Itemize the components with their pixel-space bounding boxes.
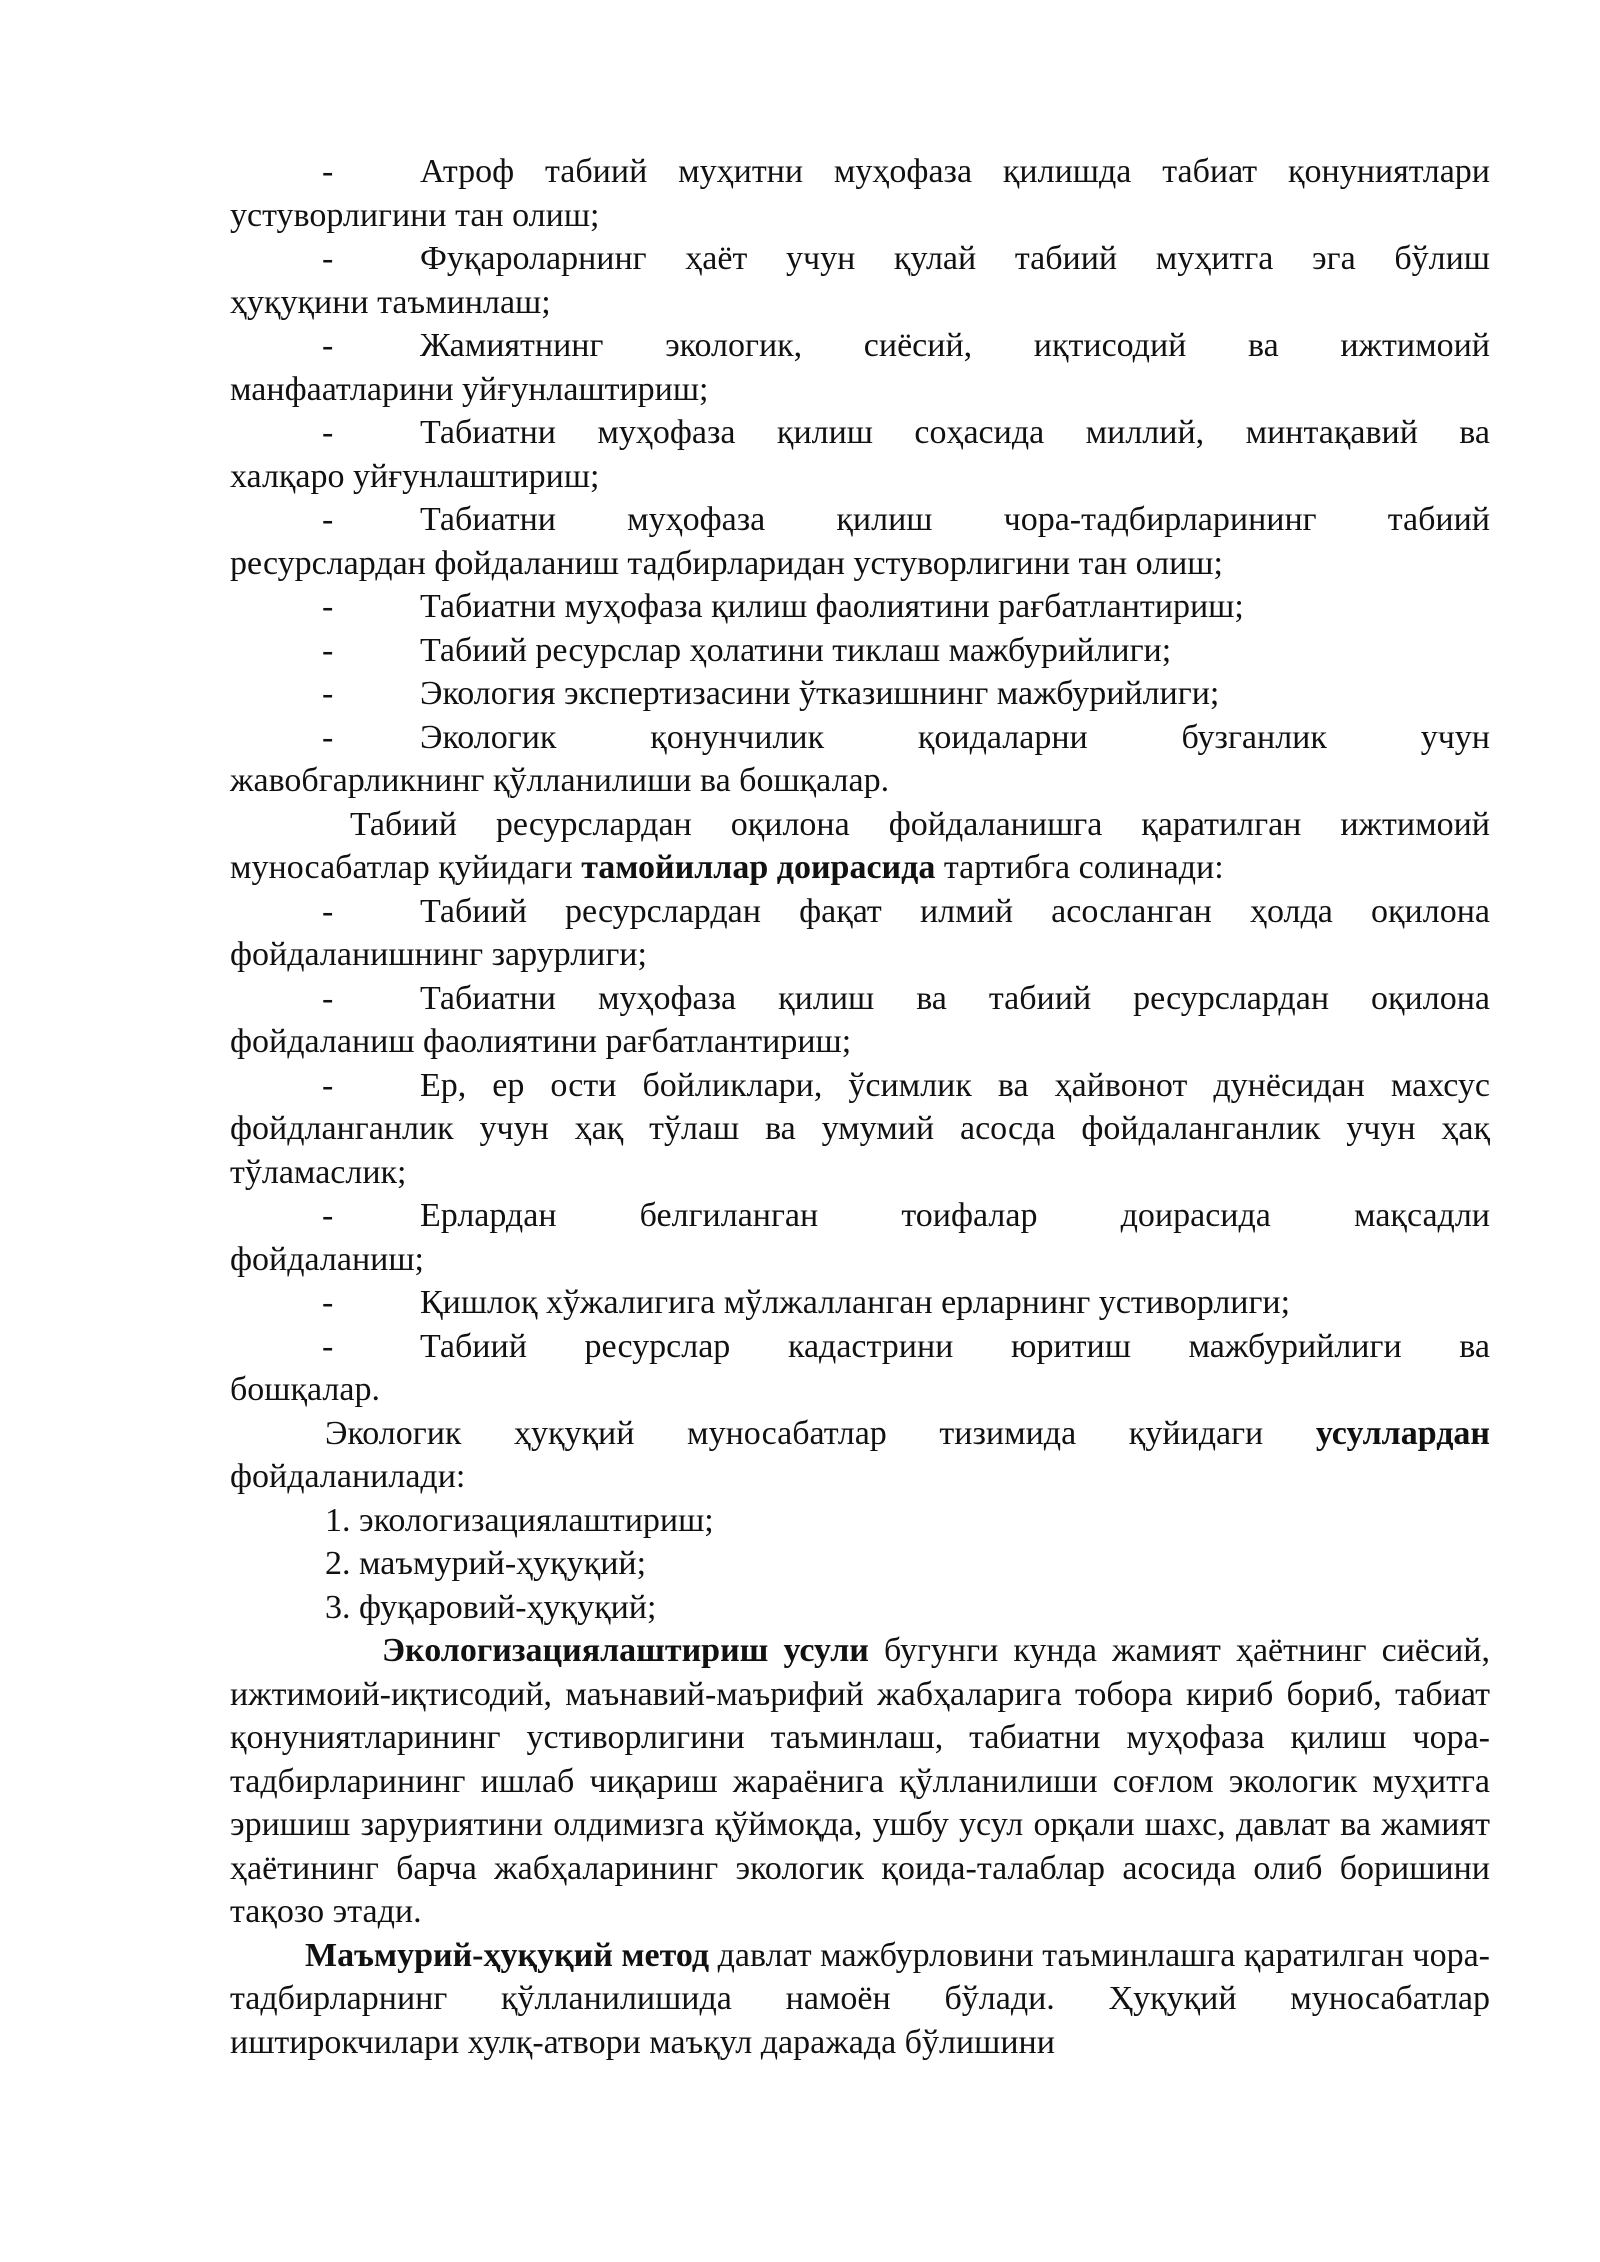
list-item: - Қишлоқ хўжалигига мўлжалланган ерларнинг устиворлиги; [230, 1281, 1490, 1325]
list-item: - Атроф табиий муҳитни муҳофаза қилишда табиат қонуниятлари [230, 150, 1490, 194]
list-item-continuation: фойдаланишнинг зарурлиги; [230, 936, 647, 973]
list-item: - Табиатни муҳофаза қилиш чора-тадбирларининг табиий [230, 498, 1490, 542]
list-item-continuation: ҳуқуқини таъминлаш; [230, 283, 551, 321]
numbered-item: 1. экологизациялаштириш; [325, 1501, 714, 1539]
dash-marker: - [322, 1197, 334, 1234]
list-item: - Табиатни муҳофаза қилиш фаолиятини рағбатлантириш; [230, 585, 1490, 629]
dash-marker: - [322, 240, 334, 277]
list-item-continuation: манфаатларини уйғунлаштириш; [230, 370, 709, 408]
paragraph-methods-intro: Экологик ҳуқуқий муносабатлар тизимида қуйидаги усуллардан фойдаланилади: [230, 1414, 1490, 1495]
list-item: - Табиий ресурслар кадастрини юритиш мажбурийлиги ва [230, 1325, 1490, 1369]
list-item-continuation: фойдланганлик учун ҳақ тўлаш ва умумий асосда фойдаланганлик учун ҳақ тўламаслик; [230, 1110, 1490, 1191]
list-item: - Табиий ресурслар ҳолатини тиклаш мажбурийлиги; [230, 629, 1490, 673]
list-item: - Ерлардан белгиланган тоифалар доирасида мақсадли [230, 1194, 1490, 1238]
list-item: - Жамиятнинг экологик, сиёсий, иқтисодий ва ижтимоий [230, 324, 1490, 368]
dash-marker: - [322, 153, 334, 190]
list-item-continuation: устуворлигини тан олиш; [230, 196, 600, 234]
list-item-continuation: фойдаланиш; [230, 1240, 424, 1278]
principles-list [230, 150, 1490, 803]
bold-phrase: Экологизациялаштириш усули [382, 1632, 869, 1669]
dash-marker: - [322, 414, 334, 451]
list-item: - Экологик қонунчилик қоидаларни бузганлик учун [230, 716, 1490, 760]
list-item: - Табиатни муҳофаза қилиш ва табиий ресурслардан оқилона [230, 977, 1490, 1021]
list-item-continuation: бошқалар. [230, 1371, 380, 1408]
list-item-continuation: ресурслардан фойдаланиш тадбирларидан устуворлигини тан олиш; [230, 544, 1223, 582]
numbered-item: 3. фуқаровий-ҳуқуқий; [325, 1588, 657, 1626]
resource-principles-list [230, 890, 1490, 1412]
dash-marker: - [322, 718, 334, 756]
bold-phrase: усуллардан [1315, 1414, 1490, 1452]
dash-marker: - [322, 631, 334, 669]
methods-list [230, 1499, 1490, 1630]
document-page [230, 150, 1490, 2064]
dash-marker: - [322, 501, 334, 538]
dash-marker: - [322, 1066, 334, 1104]
paragraph-administrative-method: Маъмурий-ҳуқуқий метод давлат мажбурловини таъминлашга қаратилган чора-тадбирларнинг қўлланилишида намоён бўлади. Ҳуқуқий муносабатлар иштирокчилари хулқ-атвори маъқул даражада бўлишини [230, 1936, 1490, 2061]
list-item: - Фуқароларнинг ҳаёт учун қулай табиий муҳитга эга бўлиш [230, 237, 1490, 281]
list-item: - Ер, ер ости бойликлари, ўсимлик ва ҳайвонот дунёсидан махсус [230, 1064, 1490, 1108]
dash-marker: - [322, 675, 334, 712]
list-item-continuation: халқаро уйғунлаштириш; [230, 457, 600, 495]
list-item: - Табиатни муҳофаза қилиш соҳасида миллий, минтақавий ва [230, 411, 1490, 455]
list-item: - Табиий ресурслардан фақат илмий асосланган ҳолда оқилона [230, 890, 1490, 934]
dash-marker: - [322, 327, 334, 364]
dash-marker: - [322, 588, 334, 625]
paragraph-ecologization-method: Экологизациялаштириш усули бугунги кунда жамият ҳаётнинг сиёсий, ижтимоий-иқтисодий, маънавий-маърифий жабҳаларига тобора кириб бориб, табиат қонуниятларининг устиворлигини таъминлаш, табиатни муҳофаза қилиш чора-тадбирларининг ишлаб чиқариш жараёнига қўлланилиши соғлом экологик муҳитга эришиш заруриятини олдимизга қўймоқда, ушбу усул орқали шахс, давлат ва жамият ҳаётининг барча жабҳаларининг экологик қоида-талаблар асосида олиб боришини тақозо этади. [230, 1632, 1490, 1930]
dash-marker: - [322, 979, 334, 1017]
list-item-continuation: жавобгарликнинг қўлланилиши ва бошқалар. [230, 762, 890, 799]
paragraph-principles-intro: Табиий ресурслардан оқилона фойдаланишга қаратилган ижтимоий муносабатлар қуйидаги тамойиллар доирасида тартибга солинади: [230, 805, 1490, 886]
dash-marker: - [322, 1327, 334, 1365]
list-item-continuation: фойдаланиш фаолиятини рағбатлантириш; [230, 1023, 852, 1060]
dash-marker: - [322, 1284, 334, 1321]
list-item: - Экология экспертизасини ўтказишнинг мажбурийлиги; [230, 672, 1490, 716]
dash-marker: - [322, 892, 334, 930]
numbered-item: 2. маъмурий-ҳуқуқий; [325, 1545, 647, 1582]
bold-phrase: тамойиллар доирасида [581, 849, 936, 886]
bold-phrase: Маъмурий-ҳуқуқий метод [305, 1936, 710, 1974]
